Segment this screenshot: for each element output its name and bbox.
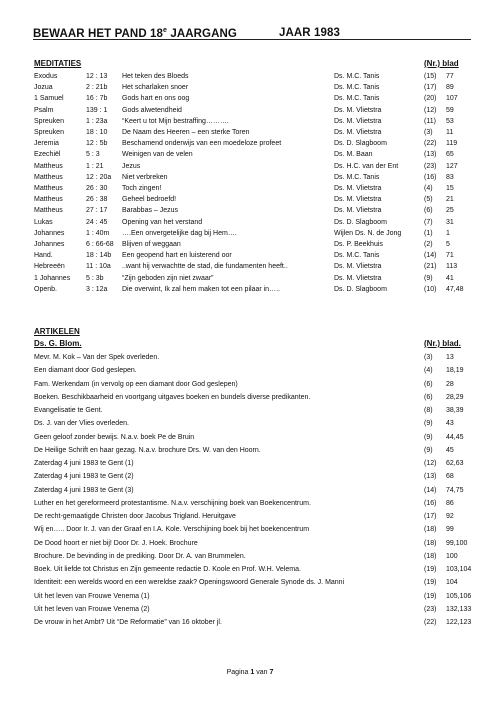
issue-number: (12) — [424, 460, 437, 467]
bible-reference: 12 : 5b — [86, 140, 108, 148]
issue-number: (2) — [424, 241, 433, 248]
bible-book: 1 Samuel — [34, 95, 64, 103]
page-reference: 107 — [446, 95, 458, 103]
artikel-row — [0, 564, 500, 575]
meditation-title: Die overwint, Ik zal hem maken tot een pilaar in….. — [122, 285, 280, 293]
article-title: Geen geloof zonder bewijs. N.a.v. boek Pe de Bruin — [34, 433, 195, 441]
bible-reference: 11 : 10a — [86, 263, 111, 271]
meditation-title: Toch zingen! — [122, 185, 162, 192]
issue-number: (17) — [424, 513, 437, 520]
meditation-title: Opening van het verstand — [122, 218, 203, 226]
artikel-row — [0, 471, 500, 482]
page-reference: 28,29 — [446, 393, 464, 401]
artikel-row — [0, 352, 500, 363]
page-reference: 28 — [446, 380, 454, 388]
issue-number: (9) — [424, 420, 433, 428]
bible-reference: 2 : 21b — [86, 84, 108, 92]
meditation-title: “Zijn geboden zijn niet zwaar” — [122, 274, 214, 282]
meditation-title: Gods hart en ons oog — [122, 95, 190, 103]
artikel-row — [0, 524, 500, 535]
bible-reference: 5 : 3b — [86, 274, 104, 282]
artikelen-column-label: (Nr.) blad. — [424, 339, 461, 348]
issue-number: (18) — [424, 526, 437, 534]
page-reference: 92 — [446, 513, 454, 520]
artikel-row — [0, 405, 500, 416]
page-reference: 62,63 — [446, 460, 464, 467]
issue-number: (3) — [424, 129, 433, 136]
issue-number: (15) — [424, 73, 437, 80]
page-reference: 77 — [446, 73, 454, 80]
bible-book: Psalm — [34, 106, 54, 114]
bible-book: Mattheus — [34, 207, 63, 215]
bible-book: 1 Johannes — [34, 274, 71, 282]
article-title: Fam. Werkendam (in vervolg op een diamant door God geslepen) — [34, 380, 238, 388]
meditation-title: ..want hij verwachtte de stad, die fundamenten heeft.. — [122, 263, 288, 271]
issue-number: (16) — [424, 173, 437, 181]
artikel-row — [0, 604, 500, 615]
header-divider — [33, 39, 471, 40]
meditation-title: “Keert u tot Mijn bestraffing………. — [122, 117, 229, 125]
author-name: Ds. D. Slagboom — [334, 285, 387, 293]
bible-reference: 26 : 30 — [86, 185, 108, 192]
meditatie-row — [0, 127, 500, 138]
meditation-title: Blijven of weggaan — [122, 241, 181, 248]
meditatie-row — [0, 194, 500, 205]
bible-reference: 1 : 21 — [86, 162, 104, 170]
issue-number: (23) — [424, 162, 437, 170]
page-reference: 100 — [446, 552, 458, 560]
article-title: Ds. J. van der Vlies overleden. — [34, 420, 129, 428]
article-title: De recht-gemaatigde Christen door Jacobus Trigland. Heruitgave — [34, 513, 236, 520]
author-name: Ds. M. Vlietstra — [334, 196, 382, 204]
meditatie-row — [0, 149, 500, 160]
article-title: Luther en het gereformeerd protestantisme. N.a.v. verschijning boek van Boekencentrum. — [34, 499, 311, 507]
page-reference: 43 — [446, 420, 454, 428]
page-reference: 119 — [446, 140, 458, 148]
artikel-row — [0, 392, 500, 403]
page-reference: 74,75 — [446, 486, 464, 494]
meditation-title: Niet verbreken — [122, 173, 168, 181]
meditaties-column-label: (Nr.) blad — [424, 59, 459, 68]
meditatie-row — [0, 161, 500, 172]
bible-reference: 16 : 7b — [86, 95, 108, 103]
meditatie-row — [0, 284, 500, 295]
bible-reference: 1 : 40m — [86, 229, 110, 237]
document-year: JAAR 1983 — [279, 27, 340, 39]
bible-reference: 18 : 14b — [86, 252, 112, 260]
page-reference: 89 — [446, 84, 454, 92]
article-title: Evangelisatie te Gent. — [34, 407, 103, 414]
author-name: Ds. M. Vlietstra — [334, 129, 382, 136]
issue-number: (14) — [424, 252, 437, 260]
artikel-row — [0, 617, 500, 628]
meditatie-row — [0, 205, 500, 216]
issue-number: (19) — [424, 592, 437, 600]
page-reference: 45 — [446, 446, 454, 454]
article-title: Mevr. M. Kok – Van der Spek overleden. — [34, 354, 160, 361]
issue-number: (6) — [424, 393, 433, 401]
bible-reference: 5 : 3 — [86, 151, 100, 159]
issue-number: (5) — [424, 196, 433, 204]
article-title: Wij en….. Door Ir. J. van der Graaf en I.A. Kole. Verschijning boek bij het boekencentrum — [34, 526, 310, 534]
page-reference: 21 — [446, 196, 454, 204]
meditatie-row — [0, 116, 500, 127]
issue-number: (18) — [424, 552, 437, 560]
artikel-row — [0, 538, 500, 549]
meditatie-row — [0, 239, 500, 250]
issue-number: (14) — [424, 486, 437, 494]
issue-number: (9) — [424, 446, 433, 454]
article-title: Identiteit: een werelds woord en een wereldse zaak? Openingswoord Generale Synode ds. J. Manni — [34, 579, 345, 587]
page-reference: 71 — [446, 252, 454, 260]
author-name: Ds. M.C. Tanis — [334, 95, 380, 103]
meditation-title: Het teken des Bloeds — [122, 73, 189, 80]
artikelen-heading: ARTIKELEN — [34, 327, 80, 336]
artikel-row — [0, 551, 500, 562]
bible-book: Mattheus — [34, 173, 63, 181]
meditatie-row — [0, 105, 500, 116]
meditation-title: ….Een onvergetelijke dag bij Hem…. — [122, 229, 237, 237]
artikel-row — [0, 418, 500, 429]
page-reference: 41 — [446, 274, 454, 282]
bible-book: Spreuken — [34, 117, 64, 125]
bible-book: Hand. — [34, 252, 53, 260]
bible-reference: 12 : 13 — [86, 73, 108, 80]
meditation-title: Beschamend onderwijs van een moedeloze profeet — [122, 140, 282, 148]
issue-number: (6) — [424, 380, 433, 388]
author-name: Ds. M. Vlietstra — [334, 117, 382, 125]
meditatie-row — [0, 228, 500, 239]
issue-number: (4) — [424, 367, 433, 375]
bible-book: Jozua — [34, 84, 53, 92]
bible-reference: 26 : 38 — [86, 196, 108, 204]
page-reference: 11 — [446, 129, 454, 136]
issue-number: (8) — [424, 407, 433, 414]
meditatie-row — [0, 273, 500, 284]
article-title: Zaterdag 4 juni 1983 te Gent (1) — [34, 460, 134, 467]
article-title: Uit het leven van Frouwe Venema (2) — [34, 605, 150, 613]
article-title: De Heilige Schrift en haar gezag. N.a.v. brochure Drs. W. van den Hoorn. — [34, 446, 261, 454]
author-name: Ds. H.C. van der Ent — [334, 162, 399, 170]
author-name: Ds. M.C. Tanis — [334, 173, 380, 181]
page-reference: 13 — [446, 354, 454, 361]
meditatie-row — [0, 138, 500, 149]
bible-reference: 27 : 17 — [86, 207, 108, 215]
artikel-row — [0, 445, 500, 456]
author-name: Ds. M. Vlietstra — [334, 274, 382, 282]
page-reference: 15 — [446, 185, 454, 192]
meditatie-row — [0, 261, 500, 272]
bible-reference: 12 : 20a — [86, 173, 112, 181]
author-name: Ds. M.C. Tanis — [334, 84, 380, 92]
issue-number: (7) — [424, 218, 433, 226]
bible-reference: 1 : 23a — [86, 117, 108, 125]
issue-number: (12) — [424, 106, 437, 114]
page-reference: 86 — [446, 499, 454, 507]
artikel-row — [0, 379, 500, 390]
bible-book: Ezechiël — [34, 151, 61, 159]
bible-reference: 139 : 1 — [86, 106, 108, 114]
author-name: Ds. M. Vlietstra — [334, 106, 382, 114]
issue-number: (21) — [424, 263, 437, 271]
page-reference: 65 — [446, 151, 454, 159]
page-reference: 1 — [446, 229, 450, 237]
page-reference: 83 — [446, 173, 454, 181]
issue-number: (3) — [424, 354, 433, 361]
page-reference: 99 — [446, 526, 454, 534]
page-reference: 59 — [446, 106, 454, 114]
page-footer: Pagina 1 van 7 — [226, 669, 274, 676]
issue-number: (17) — [424, 84, 437, 92]
page-reference: 68 — [446, 473, 454, 481]
issue-number: (19) — [424, 566, 437, 573]
issue-number: (23) — [424, 605, 437, 613]
issue-number: (13) — [424, 473, 437, 481]
bible-book: Lukas — [34, 218, 53, 226]
meditation-title: Geheel bedroefd! — [122, 196, 177, 204]
artikelen-author-heading: Ds. G. Blom. — [34, 339, 82, 348]
page-reference: 38,39 — [446, 407, 464, 414]
bible-book: Mattheus — [34, 196, 63, 204]
page-reference: 132,133 — [446, 605, 472, 613]
issue-number: (9) — [424, 274, 433, 282]
page-reference: 122,123 — [446, 619, 472, 626]
author-name: Ds. M. Vlietstra — [334, 185, 382, 192]
meditatie-row — [0, 183, 500, 194]
bible-book: Exodus — [34, 73, 58, 80]
bible-book: Spreuken — [34, 129, 64, 136]
issue-number: (9) — [424, 433, 433, 441]
author-name: Ds. D. Slagboom — [334, 140, 387, 148]
article-title: Boek. Uit liefde tot Christus en Zijn gemeente redactie D. Koole en Prof. W.H. Velema. — [34, 566, 301, 573]
page-reference: 104 — [446, 579, 458, 587]
meditatie-row — [0, 71, 500, 82]
article-title: Uit het leven van Frouwe Venema (1) — [34, 592, 150, 600]
page-reference: 53 — [446, 117, 454, 125]
article-title: De Dood hoort er niet bij! Door Dr. J. Hoek. Brochure — [34, 539, 198, 547]
article-title: Een diamant door God geslepen. — [34, 367, 137, 375]
meditation-title: Gods alwetendheid — [122, 106, 182, 114]
article-title: Zaterdag 4 juni 1983 te Gent (3) — [34, 486, 134, 494]
meditaties-heading: MEDITATIES — [34, 59, 82, 68]
issue-number: (20) — [424, 95, 437, 103]
meditatie-row — [0, 172, 500, 183]
author-name: Ds. M. Vlietstra — [334, 263, 382, 271]
issue-number: (4) — [424, 185, 433, 192]
author-name: Wijlen Ds. N. de Jong — [334, 229, 402, 237]
issue-number: (22) — [424, 619, 437, 626]
bible-reference: 3 : 12a — [86, 285, 108, 293]
artikel-row — [0, 591, 500, 602]
issue-number: (11) — [424, 117, 436, 125]
artikel-row — [0, 432, 500, 443]
meditatie-row — [0, 93, 500, 104]
bible-book: Johannes — [34, 229, 65, 237]
meditation-title: Barabbas – Jezus — [122, 207, 179, 215]
page-reference: 105,106 — [446, 592, 472, 600]
meditation-title: Een geopend hart en luisterend oor — [122, 252, 232, 260]
page-reference: 31 — [446, 218, 454, 226]
meditatie-row — [0, 250, 500, 261]
bible-book: Mattheus — [34, 185, 63, 192]
page-reference: 25 — [446, 207, 454, 215]
article-title: Zaterdag 4 juni 1983 te Gent (2) — [34, 473, 134, 481]
author-name: Ds. M.C. Tanis — [334, 252, 380, 260]
page-reference: 113 — [446, 263, 458, 271]
issue-number: (19) — [424, 579, 437, 587]
meditation-title: Het scharlaken snoer — [122, 84, 189, 92]
issue-number: (16) — [424, 499, 437, 507]
artikel-row — [0, 458, 500, 469]
author-name: Ds. M. Baan — [334, 151, 373, 159]
page-reference: 18,19 — [446, 367, 464, 375]
article-title: Boeken. Beschikbaarheid en voortgang uitgaves boeken en bundels diverse predikanten. — [34, 393, 311, 401]
bible-book: Mattheus — [34, 162, 63, 170]
page-reference: 5 — [446, 241, 450, 248]
article-title: De vrouw in het Ambt? Uit “De Reformatie” van 16 oktober jl. — [34, 619, 222, 626]
bible-book: Openb. — [34, 285, 57, 293]
meditatie-row — [0, 82, 500, 93]
issue-number: (1) — [424, 229, 433, 237]
author-name: Ds. M.C. Tanis — [334, 73, 380, 80]
meditation-title: Weinigen van de velen — [122, 151, 193, 159]
issue-number: (18) — [424, 539, 437, 547]
artikel-row — [0, 498, 500, 509]
meditation-title: Jezus — [122, 162, 141, 170]
issue-number: (10) — [424, 285, 437, 293]
author-name: Ds. P. Beekhuis — [334, 241, 383, 248]
author-name: Ds. D. Slagboom — [334, 218, 387, 226]
meditation-title: De Naam des Heeren – een sterke Toren — [122, 129, 250, 136]
issue-number: (13) — [424, 151, 437, 159]
bible-book: Johannes — [34, 241, 65, 248]
page-reference: 47,48 — [446, 285, 464, 293]
author-name: Ds. M. Vlietstra — [334, 207, 382, 215]
artikel-row — [0, 577, 500, 588]
page-reference: 103,104 — [446, 566, 472, 573]
bible-book: Jeremia — [34, 140, 59, 148]
bible-reference: 24 : 45 — [86, 218, 108, 226]
artikel-row — [0, 365, 500, 376]
meditatie-row — [0, 217, 500, 228]
page-reference: 44,45 — [446, 433, 464, 441]
issue-number: (22) — [424, 140, 437, 148]
artikel-row — [0, 485, 500, 496]
article-title: Brochure. De bevinding in de prediking. Door Dr. A. van Brummelen. — [34, 552, 246, 560]
page-reference: 127 — [446, 162, 458, 170]
bible-book: Hebreeën — [34, 263, 65, 271]
bible-reference: 18 : 10 — [86, 129, 108, 136]
artikel-row — [0, 511, 500, 522]
page-reference: 99,100 — [446, 539, 468, 547]
document-title: BEWAAR HET PAND 18e JAARGANG — [33, 27, 237, 40]
bible-reference: 6 : 66-68 — [86, 241, 114, 248]
issue-number: (6) — [424, 207, 433, 215]
